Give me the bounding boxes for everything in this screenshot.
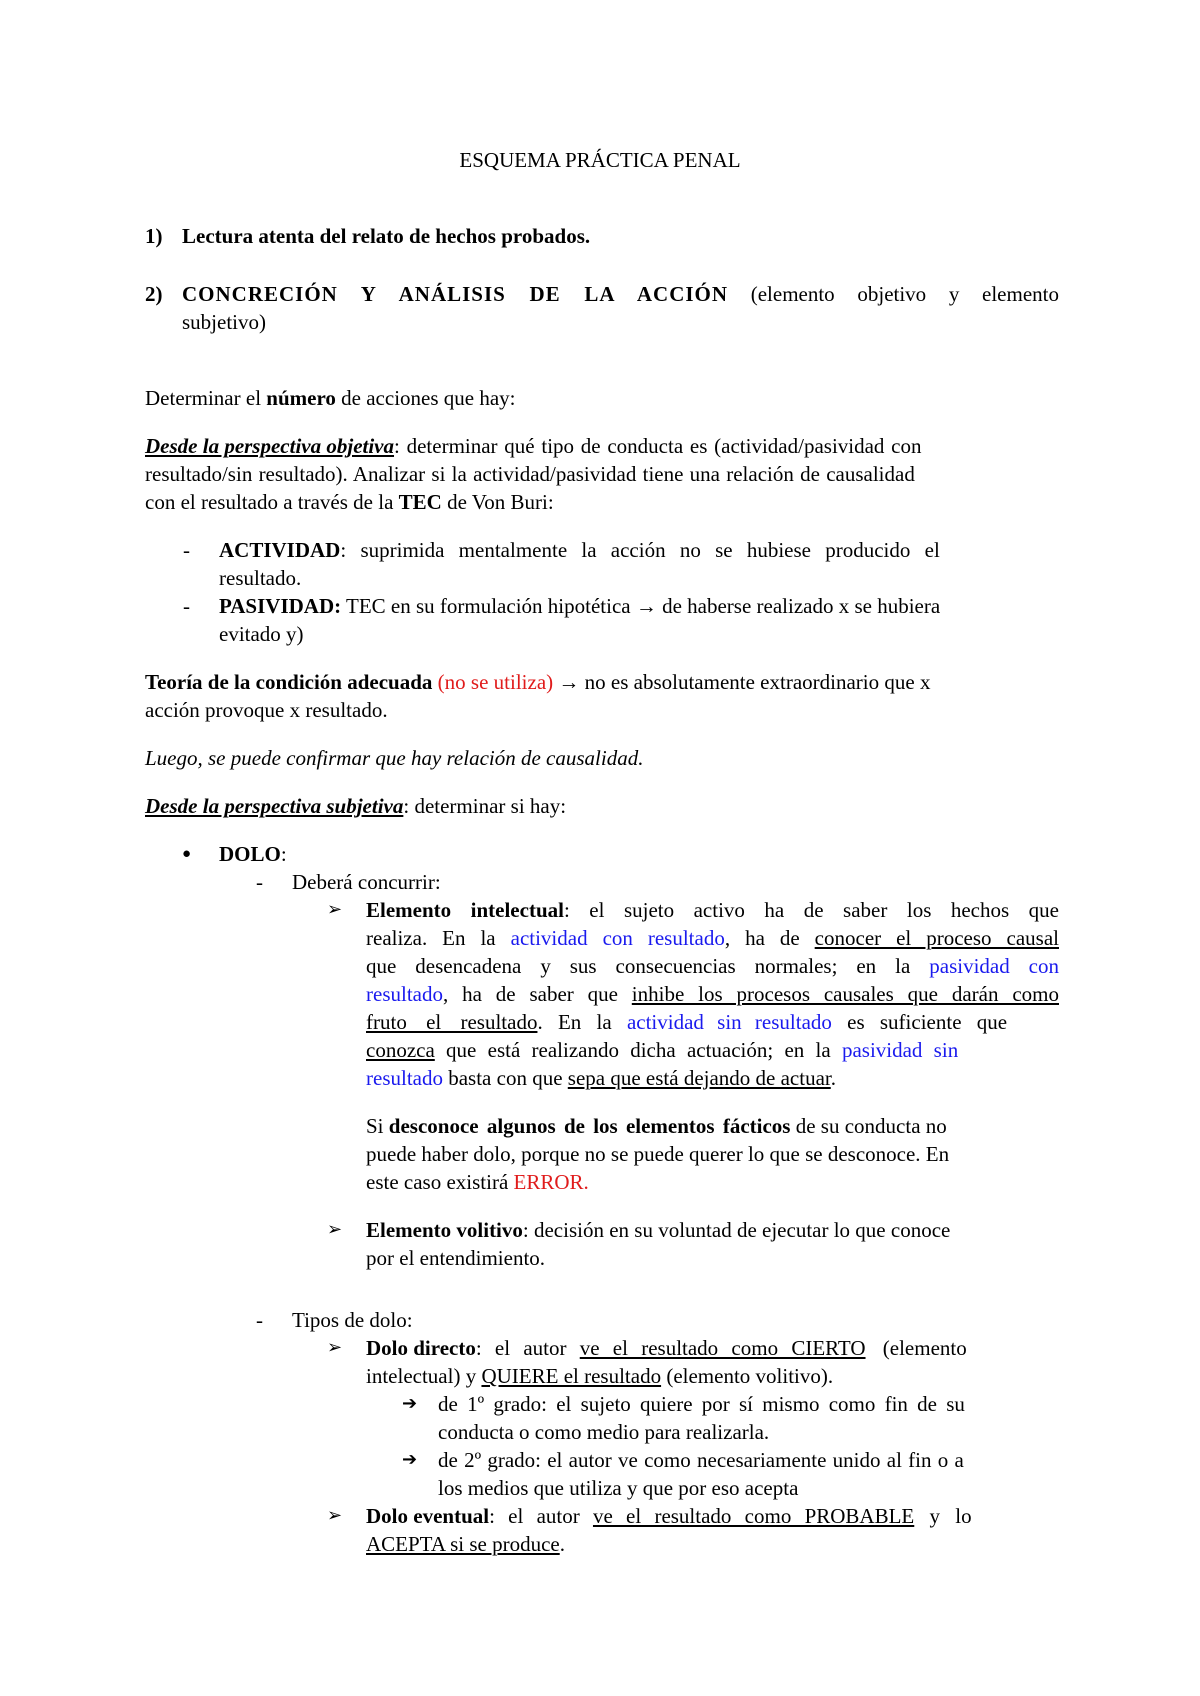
text-run: : suprimida mentalmente la acción no se hubiese producido el (340, 538, 940, 562)
subjetiva-heading: Desde la perspectiva subjetiva (145, 794, 404, 818)
text-run: basta con que (442, 1066, 568, 1090)
actividad-line-2: resultado. (219, 566, 302, 590)
item-2-word: y (948, 282, 960, 306)
intelectual-line-2 (366, 924, 1059, 952)
blue-run: resultado (366, 982, 443, 1006)
desconoce-line-3 (366, 1168, 589, 1196)
eventual-line-2 (366, 1530, 565, 1558)
error-red: ERROR (513, 1170, 584, 1194)
intelectual-line-3 (366, 952, 1059, 980)
tipos-dash: - (256, 1308, 263, 1332)
subjetiva-line (145, 792, 566, 820)
grado2-line-1: de 2º grado: el autor ve como necesariamente unido al fin o a (438, 1448, 964, 1472)
actividad-label: ACTIVIDAD (219, 538, 341, 562)
pasividad-label: PASIVIDAD: (219, 594, 342, 618)
pasividad-line-2: evitado y) (219, 622, 304, 646)
text-run: . (583, 1170, 589, 1194)
text-run: resultado/sin resultado). Analizar si la actividad/pasividad tiene una relación de causalidad (145, 462, 915, 486)
text-run: : decisión en su voluntad de ejecutar lo que conoce (522, 1218, 951, 1242)
objetiva-line-3 (145, 488, 554, 516)
text-run: con el resultado a través de la (145, 490, 399, 514)
tipos-line: Tipos de dolo: (292, 1308, 413, 1332)
text-run: de su conducta no (790, 1114, 947, 1138)
text-run: : el autor (475, 1336, 580, 1360)
desconoce-line-1 (366, 1112, 947, 1140)
grado2-arrow: ➔ (402, 1449, 418, 1470)
text-run: : el autor (489, 1504, 593, 1528)
grado1-arrow: ➔ (402, 1393, 418, 1414)
text-run: : el sujeto activo ha de saber los hechos que (563, 898, 1059, 922)
blue-run: pasividad con (929, 954, 1059, 978)
eventual-label: Dolo eventual (366, 1504, 490, 1528)
text-run: este caso existirá (366, 1170, 514, 1194)
intelectual-line-7 (366, 1064, 836, 1092)
text-run: , ha de (724, 926, 815, 950)
teoria-line-1 (145, 668, 930, 696)
grado2-line-2: los medios que utiliza y que por eso acepta (438, 1476, 799, 1500)
text-run: que está realizando dicha actuación; en la (434, 1038, 842, 1062)
pasividad-line-1 (219, 592, 940, 620)
eventual-line-1 (366, 1502, 972, 1530)
underlined-run: fruto el resultado (366, 1010, 538, 1034)
text-run: y lo (914, 1504, 972, 1528)
dolo-bullet: ● (182, 846, 192, 862)
blue-run: actividad con resultado (510, 926, 725, 950)
item-2-heading: CONCRECIÓN Y ANÁLISIS DE LA ACCIÓN (182, 282, 729, 306)
volitivo-line-2: por el entendimiento. (366, 1246, 546, 1270)
teoria-label: Teoría de la condición adecuada (145, 670, 433, 694)
actividad-line-1 (219, 536, 940, 564)
text-run: Determinar el (145, 386, 267, 410)
intelectual-line-4 (366, 980, 1059, 1008)
debera-dash: - (256, 870, 263, 894)
text-run: que desencadena y sus consecuencias normales; en la (366, 954, 930, 978)
directo-label: Dolo directo (366, 1336, 476, 1360)
text-run: → no es absolutamente extraordinario que x (553, 670, 931, 694)
grado1-line-2: conducta o como medio para realizarla. (438, 1420, 770, 1444)
bold-run: desconoce algunos de los elementos fácticos (388, 1114, 791, 1138)
desconoce-line-2: puede haber dolo, porque no se puede querer lo que se desconoce. En (366, 1142, 950, 1166)
text-run: . (830, 1066, 836, 1090)
debera-line: Deberá concurrir: (292, 870, 441, 894)
page-title (0, 146, 1200, 174)
teoria-red-note: (no se utiliza) (437, 670, 554, 694)
intelectual-label: Elemento intelectual (366, 898, 564, 922)
blue-run: resultado (366, 1066, 443, 1090)
text-run: : determinar qué tipo de conducta es (actividad/pasividad con (394, 434, 922, 458)
volitivo-arrow: ➢ (327, 1219, 343, 1240)
dolo-line (219, 840, 287, 868)
text-run: (elemento volitivo). (661, 1364, 834, 1388)
underlined-run: ve el resultado como CIERTO (579, 1336, 866, 1360)
directo-line-1 (366, 1334, 967, 1362)
text-run: (elemento (865, 1336, 967, 1360)
text-run: : (280, 842, 287, 866)
text-run: . En la (537, 1010, 627, 1034)
blue-run: actividad sin resultado (626, 1010, 832, 1034)
teoria-line-2: acción provoque x resultado. (145, 698, 388, 722)
grado1-line-1: de 1º grado: el sujeto quiere por sí mismo como fin de su (438, 1392, 965, 1416)
item-1-number: 1) (145, 224, 163, 248)
underlined-run: inhibe los procesos causales que darán como (631, 982, 1059, 1006)
objetiva-line-2 (145, 460, 1059, 488)
text-run: : determinar si hay: (403, 794, 567, 818)
text-run: realiza. En la (366, 926, 511, 950)
underlined-run: QUIERE el resultado (481, 1364, 662, 1388)
objetiva-line-1 (145, 432, 1059, 460)
item-2-word: elemento (982, 282, 1059, 306)
text-run: Si (366, 1114, 389, 1138)
item-1-text: Lectura atenta del relato de hechos probados. (182, 224, 591, 248)
bold-run: TEC (398, 490, 442, 514)
underlined-run: ACEPTA si se produce (366, 1532, 560, 1556)
volitivo-label: Elemento volitivo (366, 1218, 523, 1242)
intelectual-line-5 (366, 1008, 1059, 1036)
intelectual-line-1 (366, 896, 1059, 924)
intelectual-line-6 (366, 1036, 1059, 1064)
text-run: de Von Buri: (441, 490, 554, 514)
determinar-line (145, 384, 516, 412)
pasividad-dash: - (183, 594, 190, 618)
text-run: . (559, 1532, 565, 1556)
underlined-run: conozca (366, 1038, 435, 1062)
bold-run: número (266, 386, 336, 410)
text-run: intelectual) y (366, 1364, 482, 1388)
item-2-word: objetivo (857, 282, 927, 306)
underlined-run: ve el resultado como PROBABLE (592, 1504, 915, 1528)
dolo-label: DOLO (219, 842, 281, 866)
item-2-line-2: subjetivo) (182, 310, 266, 334)
luego-line: Luego, se puede confirmar que hay relación de causalidad. (145, 746, 644, 770)
actividad-dash: - (183, 538, 190, 562)
eventual-arrow: ➢ (327, 1505, 343, 1526)
blue-run: pasividad sin (841, 1038, 959, 1062)
underlined-run: sepa que está dejando de actuar (567, 1066, 831, 1090)
directo-line-2 (366, 1362, 833, 1390)
page-title-text: ESQUEMA PRÁCTICA PENAL (459, 148, 741, 172)
text-run: TEC en su formulación hipotética → de haberse realizado x se hubiera (341, 594, 941, 618)
item-2-number: 2) (145, 282, 163, 306)
text-run: , ha de saber que (442, 982, 632, 1006)
item-2-word: (elemento (750, 282, 835, 306)
objetiva-heading: Desde la perspectiva objetiva (145, 434, 395, 458)
text-run: de acciones que hay: (335, 386, 516, 410)
text-run: es suficiente que (831, 1010, 1008, 1034)
directo-arrow: ➢ (327, 1337, 343, 1358)
volitivo-line-1 (366, 1216, 950, 1244)
underlined-run: conocer el proceso causal (814, 926, 1059, 950)
item-2-line-1 (182, 280, 1059, 308)
intelectual-arrow: ➢ (327, 899, 343, 920)
